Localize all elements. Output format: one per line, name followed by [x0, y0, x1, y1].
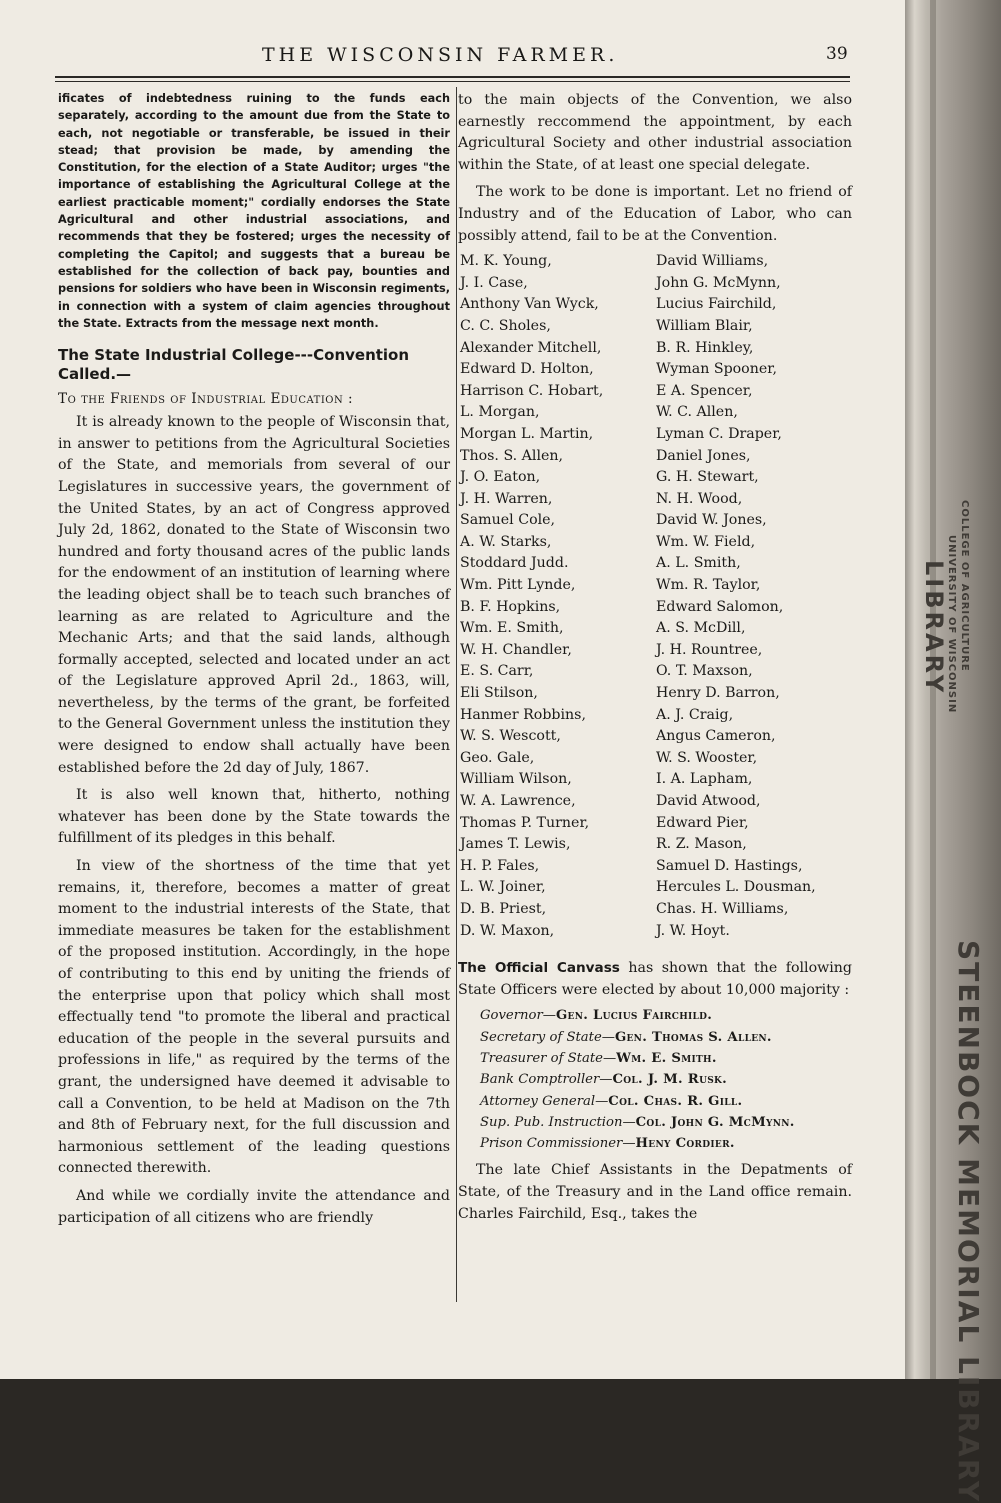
message-summary: ificates of indebtedness ruining to the funds each separately, according to the amount due from the State to each, not negotiable or transferable, be issued in their stead; that provision be made, by amending the Constitution, for the election of a State Auditor; urges "the importance of establishing the Agricultural College at the earliest practicable moment;" cordially endorses the State Agricultural and other industrial associations, and recommends that they be fostered; urges the necessity of completing the Capitol; and suggests that a bureau be established for the collection of back pay, bounties and pensions for soldiers who have been in Wisconsin regiments, in connection with a system of claim agencies throughout the State. Extracts from the message next month.	[58, 92, 450, 330]
signer-name: O. T. Maxson,	[656, 663, 753, 680]
signer-name: L. W. Joiner,	[460, 879, 546, 896]
signer-name: David Williams,	[656, 253, 769, 270]
article-heading: The State Industrial College---Convention Called.—	[58, 346, 410, 384]
signer-name: A. J. Craig,	[656, 706, 734, 723]
library-stamp-line: STEENBOCK MEMORIAL LIBRARY	[952, 940, 985, 1503]
article-paragraph: And while we cordially invite the attendance and participation of all citizens who are friendly	[58, 1187, 450, 1226]
officer-entry	[480, 1133, 852, 1154]
signer-name: Anthony Van Wyck,	[460, 296, 599, 313]
signer-name: Edward Salomon,	[656, 598, 784, 615]
signer-name: W. S. Wooster,	[656, 749, 758, 766]
signer-name: Stoddard Judd.	[460, 555, 569, 572]
officer-name: Gen. Lucius Fairchild.	[555, 1008, 713, 1024]
officer-entry	[480, 1091, 852, 1112]
officer-role: Treasurer of State	[480, 1050, 603, 1066]
officer-role: Prison Commissioner	[480, 1136, 623, 1152]
dash-separator: —	[622, 1136, 636, 1152]
article-paragraph: It is also well known that, hitherto, nothing whatever has been done by the State towards the fulfillment of its pledges in this behalf.	[58, 787, 450, 847]
dash-separator: —	[542, 1008, 556, 1024]
signer-name: W. S. Wescott,	[460, 728, 561, 745]
left-column	[58, 90, 450, 1229]
signer-name: B. F. Hopkins,	[460, 598, 561, 615]
signer-name: Samuel D. Hastings,	[656, 857, 803, 874]
dash-separator: —	[601, 1029, 615, 1045]
signer-name: Wm. E. Smith,	[460, 620, 564, 637]
signer-name: Geo. Gale,	[460, 749, 535, 766]
article-paragraph: In view of the shortness of the time that yet remains, it, therefore, becomes a matter of great moment to the industrial interests of the State, that immediate measures be taken for the establishment of the proposed institution. Accordingly, in the hope of contributing to this end by uniting the friends of the enterprise upon that policy which shall most effectually tend "to promote the liberal and practical education of the people in the several pursuits and professions in life," as required by the terms of the grant, the undersigned have deemed it advisable to call a Convention, to be held at Madison on the 7th and 8th of February next, for the full discussion and harmonious settlement of the leading questions connected therewith.	[58, 858, 450, 1177]
canvass-heading: The Official Canvass	[458, 960, 620, 977]
library-stamp-college: COLLEGE OF AGRICULTURE	[959, 500, 970, 672]
signer-name: L. Morgan,	[460, 404, 540, 421]
signer-name: Lucius Fairchild,	[656, 296, 777, 313]
signers-list	[458, 251, 852, 942]
signer-name: A. W. Starks,	[460, 533, 552, 550]
officer-name: Col. J. M. Rusk.	[612, 1072, 728, 1088]
header-rule	[55, 76, 850, 78]
signer-name: Edward D. Holton,	[460, 361, 594, 378]
signer-name: Thos. S. Allen,	[460, 447, 564, 464]
signer-name: W. A. Lawrence,	[460, 793, 576, 809]
signer-name: I. A. Lapham,	[656, 771, 753, 788]
signer-name: Alexander Mitchell,	[460, 339, 602, 356]
officer-name: Col. Chas. R. Gill.	[608, 1093, 743, 1109]
signer-name: Eli Stilson,	[460, 685, 538, 702]
signer-name: D. W. Maxon,	[460, 922, 555, 939]
signer-name: Thomas P. Turner,	[460, 814, 590, 831]
dash-separator: —	[602, 1050, 617, 1066]
signer-name: Hanmer Robbins,	[460, 706, 586, 723]
signer-name: Wm. R. Taylor,	[656, 577, 761, 594]
signer-name: Wm. W. Field,	[656, 533, 756, 550]
signer-name: Daniel Jones,	[656, 447, 751, 464]
page-title: THE WISCONSIN FARMER.	[262, 44, 619, 66]
officers-list	[480, 1005, 852, 1154]
officer-entry	[480, 1005, 852, 1026]
officer-entry	[480, 1048, 852, 1069]
right-column	[458, 90, 852, 1225]
signer-name: G. H. Stewart,	[656, 469, 759, 486]
library-stamp-university: UNIVERSITY OF WISCONSIN	[946, 535, 957, 714]
article-paragraph: It is already known to the people of Wisconsin that, in answer to petitions from the Agricultural Societies of the State, and memorials from several of our Legislatures in successive years, the government of the United States, by an act of Congress approved July 2d, 1862, donated to the State of Wisconsin two hundred and forty thousand acres of the public lands for the endowment of an institution of learning where the leading object shall be to teach such branches of learning as are related to Agriculture and the Mechanic Arts; and that the said lands, although formally accepted, selected and located under an act of the Legislature approved April 2d., 1863, will, nevertheless, by the terms of the grant, be forfeited to the General Government unless the institution they were designed to endow shall actually have been established before the 2d day of July, 1867.	[58, 414, 450, 776]
signer-name: J. I. Case,	[460, 274, 528, 291]
signer-name: James T. Lewis,	[460, 836, 571, 853]
signer-name: N. H. Wood,	[656, 490, 743, 507]
signer-name: Samuel Cole,	[460, 512, 556, 529]
signer-name: Henry D. Barron,	[656, 685, 780, 702]
article-paragraph: to the main objects of the Convention, we also earnestly reccommend the appointment, by each Agricultural Society and other industrial association within the State, of at least one special delegate.	[458, 92, 852, 173]
signers-column-2	[656, 251, 852, 942]
signer-name: William Wilson,	[460, 771, 572, 788]
dash-separator: —	[622, 1114, 636, 1130]
signer-name: J. W. Hoyt.	[656, 922, 730, 939]
signer-name: Wm. Pitt Lynde,	[460, 577, 576, 594]
salutation: To the Friends of Industrial Education :	[58, 391, 354, 408]
library-stamp-word: LIBRARY	[920, 560, 948, 696]
officer-entry	[480, 1112, 852, 1133]
running-head	[0, 44, 905, 74]
signer-name: H. P. Fales,	[460, 857, 540, 874]
officer-name: Heny Cordier.	[635, 1136, 735, 1152]
signer-name: W. C. Allen,	[656, 404, 738, 421]
signer-name: J. H. Warren,	[460, 490, 553, 507]
canvass-text: has shown that the following State Officers were elected by about 10,000 majority :	[458, 960, 853, 998]
officer-entry	[480, 1027, 852, 1048]
signer-name: Angus Cameron,	[656, 728, 776, 745]
officer-role: Bank Comptroller	[480, 1072, 600, 1088]
signer-name: A. S. McDill,	[656, 620, 746, 637]
officer-entry	[480, 1069, 852, 1090]
column-divider	[456, 87, 457, 1302]
officer-role: Sup. Pub. Instruction	[480, 1114, 623, 1130]
signer-name: William Blair,	[656, 317, 753, 334]
signer-name: C. C. Sholes,	[460, 317, 551, 334]
signer-name: W. H. Chandler,	[460, 641, 572, 658]
article-paragraph: The work to be done is important. Let no friend of Industry and of the Education of Labor, who can possibly attend, fail to be at the Convention.	[458, 184, 852, 244]
officer-role: Secretary of State	[480, 1029, 602, 1045]
officer-name: Gen. Thomas S. Allen.	[614, 1029, 772, 1045]
signer-name: B. R. Hinkley,	[656, 339, 754, 356]
signer-name: Wyman Spooner,	[656, 361, 777, 378]
signer-name: M. K. Young,	[460, 253, 552, 270]
header-rule-thin	[55, 81, 850, 82]
signer-name: J. O. Eaton,	[460, 469, 541, 486]
signer-name: Chas. H. Williams,	[656, 900, 789, 917]
officer-name: Wm. E. Smith.	[616, 1050, 717, 1066]
officer-role: Attorney General	[480, 1093, 596, 1109]
signer-name: A. L. Smith,	[656, 555, 741, 572]
signers-column-1	[458, 251, 656, 942]
canvass-paragraph	[458, 958, 852, 1001]
signer-name: David Atwood,	[656, 793, 761, 809]
signer-name: J. H. Rountree,	[656, 641, 763, 658]
dash-separator: —	[599, 1072, 613, 1088]
closing-paragraph: The late Chief Assistants in the Depatments of State, of the Treasury and in the Land office remain. Charles Fairchild, Esq., takes the	[458, 1162, 852, 1222]
page-number: 39	[826, 44, 848, 64]
officer-name: Col. John G. McMynn.	[635, 1114, 795, 1130]
dash-separator: —	[595, 1093, 609, 1109]
signer-name: Harrison C. Hobart,	[460, 382, 604, 399]
signer-name: John G. McMynn,	[656, 274, 781, 291]
signer-name: Edward Pier,	[656, 814, 749, 831]
signer-name: D. B. Priest,	[460, 900, 547, 917]
signer-name: E A. Spencer,	[656, 382, 753, 399]
signer-name: Lyman C. Draper,	[656, 425, 782, 442]
officer-role: Governor	[480, 1008, 543, 1024]
signer-name: R. Z. Mason,	[656, 836, 747, 853]
signer-name: David W. Jones,	[656, 512, 767, 529]
signer-name: Hercules L. Dousman,	[656, 879, 816, 896]
signer-name: Morgan L. Martin,	[460, 425, 594, 442]
signer-name: E. S. Carr,	[460, 663, 534, 680]
